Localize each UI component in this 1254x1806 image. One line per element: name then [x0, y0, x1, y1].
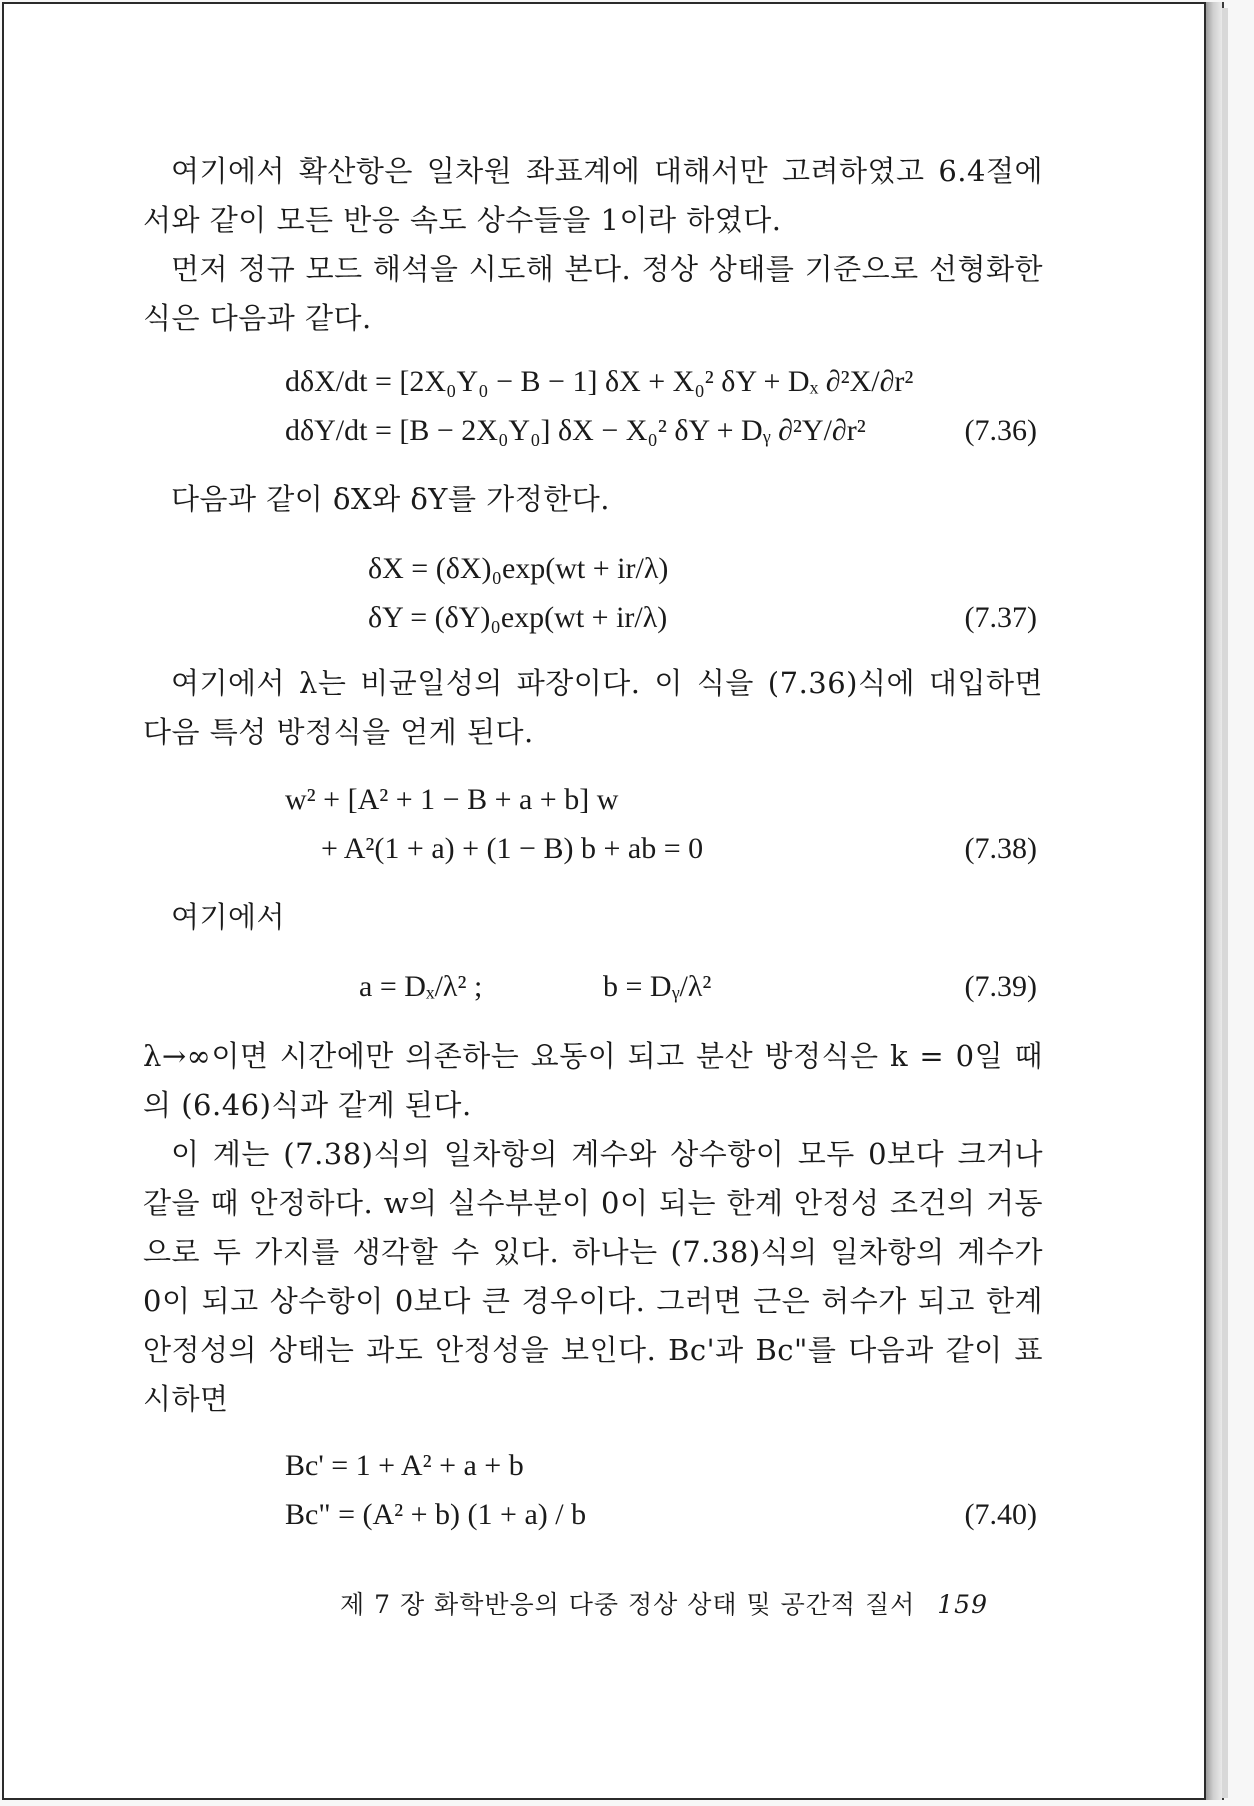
equation-7-37 [143, 544, 1043, 642]
equation-7-39-part-b: b = Dᵧ/λ² [603, 970, 712, 1003]
equation-7-38-line-2: + A²(1 + a) + (1 − B) b + ab = 0 [321, 832, 704, 865]
paragraph-2-block [143, 245, 1043, 343]
equation-number-7-37: (7.37) [964, 601, 1037, 634]
equation-7-37-line-2: δY = (δY)₀exp(wt + ir/λ) [368, 601, 668, 634]
equation-7-37-line-1: δX = (δX)₀exp(wt + ir/λ) [368, 552, 669, 585]
equation-7-39 [143, 962, 1043, 1011]
equation-7-40-line-2: Bc" = (A² + b) (1 + a) / b [285, 1498, 587, 1531]
equation-7-40 [143, 1441, 1043, 1539]
paragraph-2: 먼저 정규 모드 해석을 시도해 본다. 정상 상태를 기준으로 선형화한 식은 다음과 같다. [143, 252, 1043, 335]
paragraph-4-block [143, 659, 1043, 757]
equation-number-7-38: (7.38) [964, 832, 1037, 865]
equation-7-36-line-1: dδX/dt = [2X₀Y₀ − B − 1] δX + X₀² δY + Dₓ ∂²X/∂r² [285, 365, 914, 398]
page-footer [340, 1585, 988, 1621]
page-number: 159 [937, 1590, 988, 1619]
paragraph-3: 다음과 같이 δX와 δY를 가정한다. [171, 482, 610, 516]
equation-7-40-line-1: Bc' = 1 + A² + a + b [285, 1449, 524, 1482]
paragraph-5: 여기에서 [171, 900, 286, 934]
paragraph-6: λ→∞이면 시간에만 의존하는 요동이 되고 분산 방정식은 k = 0일 때의 (6.46)식과 같게 된다. [143, 1039, 1043, 1122]
paragraph-5-block [143, 893, 1043, 942]
paragraph-4: 여기에서 λ는 비균일성의 파장이다. 이 식을 (7.36)식에 대입하면 다음 특성 방정식을 얻게 된다. [143, 666, 1043, 749]
paragraph-3-block [143, 475, 1043, 524]
chapter-title: 제 7 장 화학반응의 다중 정상 상태 및 공간적 질서 [340, 1590, 916, 1619]
equation-number-7-36: (7.36) [964, 414, 1037, 447]
paragraph-1-block [143, 147, 1043, 245]
paragraph-6-block [143, 1032, 1043, 1130]
equation-number-7-39: (7.39) [964, 970, 1037, 1003]
equation-7-38 [143, 775, 1043, 873]
paragraph-7: 이 계는 (7.38)식의 일차항의 계수와 상수항이 모두 0보다 크거나 같을 때 안정하다. w의 실수부분이 0이 되는 한계 안정성 조건의 거동으로 두 가지를 생각할 수 있다. 하나는 (7.38)식의 일차항의 계수가 0이 되고 상수항이 0보다 큰 경우이다. 그러면 근은 허수가 되고 한계 안정성의 상태는 과도 안정성을 보인다. Bc'과 Bc"를 다음과 같이 표시하면 [143, 1137, 1043, 1416]
equation-7-36-line-2: dδY/dt = [B − 2X₀Y₀] δX − X₀² δY + Dᵧ ∂²Y/∂r² [285, 414, 866, 447]
page-edge-inner [1222, 8, 1228, 1798]
paragraph-7-block [143, 1130, 1043, 1424]
paragraph-1: 여기에서 확산항은 일차원 좌표계에 대해서만 고려하였고 6.4절에서와 같이 모든 반응 속도 상수들을 1이라 하였다. [143, 154, 1043, 237]
equation-number-7-40: (7.40) [964, 1498, 1037, 1531]
equation-7-38-line-1: w² + [A² + 1 − B + a + b] w [285, 783, 619, 816]
equation-7-39-part-a: a = Dₓ/λ² ; [359, 970, 483, 1003]
equation-7-36 [143, 357, 1043, 455]
